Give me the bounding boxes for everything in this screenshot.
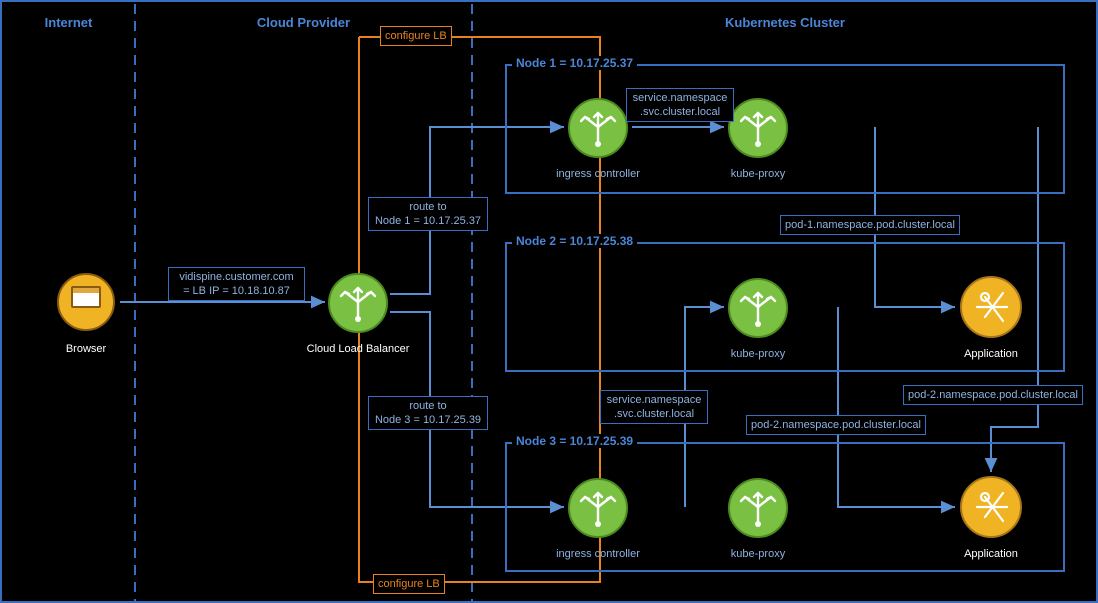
edge-label-configure-lb-bottom: configure LB bbox=[373, 574, 445, 594]
kube-proxy-3-label: kube-proxy bbox=[730, 548, 786, 560]
kube-proxy-3-icon bbox=[727, 477, 789, 539]
ingress-controller-3-label: ingress controller bbox=[556, 548, 640, 560]
kube-proxy-1-icon bbox=[727, 97, 789, 159]
kube-proxy-2-label: kube-proxy bbox=[730, 348, 786, 360]
browser-label: Browser bbox=[65, 343, 107, 355]
service-dns-bottom-line2: .svc.cluster.local bbox=[613, 408, 695, 420]
edge-label-pod2-dns-mid: pod-2.namespace.pod.cluster.local bbox=[746, 415, 926, 435]
application-3-label: Application bbox=[964, 548, 1018, 560]
ingress-controller-1-icon bbox=[567, 97, 629, 159]
kube-proxy-2-icon bbox=[727, 277, 789, 339]
edge-label-route-node1 bbox=[368, 197, 488, 231]
application-2-icon bbox=[959, 275, 1023, 339]
node-label-2: Node 2 = 10.17.25.38 bbox=[512, 234, 637, 248]
zone-title-cloud-provider: Cloud Provider bbox=[256, 15, 351, 30]
service-dns-top-line1: service.namespace bbox=[632, 92, 728, 104]
edge-label-browser-to-lb bbox=[168, 267, 305, 301]
browser-window-glyph bbox=[71, 286, 101, 308]
route-node1-line2: Node 1 = 10.17.25.37 bbox=[374, 215, 482, 227]
node-label-3: Node 3 = 10.17.25.39 bbox=[512, 434, 637, 448]
browser-icon bbox=[56, 272, 116, 332]
ingress-controller-1-label: ingress controller bbox=[556, 168, 640, 180]
browser-to-lb-line2: = LB IP = 10.18.10.87 bbox=[183, 285, 290, 297]
edge-label-service-dns-bottom bbox=[600, 390, 708, 424]
route-node3-line1: route to bbox=[409, 400, 447, 412]
route-node3-line2: Node 3 = 10.17.25.39 bbox=[374, 414, 482, 426]
load-balancer-icon bbox=[327, 272, 389, 334]
service-dns-bottom-line1: service.namespace bbox=[606, 394, 702, 406]
edge-label-configure-lb-top: configure LB bbox=[380, 26, 452, 46]
edge-label-pod1-dns: pod-1.namespace.pod.cluster.local bbox=[780, 215, 960, 235]
route-node1-line1: route to bbox=[409, 201, 447, 213]
application-3-icon bbox=[959, 475, 1023, 539]
browser-to-lb-line1: vidispine.customer.com bbox=[179, 271, 294, 283]
edge-label-pod2-dns-right: pod-2.namespace.pod.cluster.local bbox=[903, 385, 1083, 405]
node-label-1: Node 1 = 10.17.25.37 bbox=[512, 56, 637, 70]
service-dns-top-line2: .svc.cluster.local bbox=[639, 106, 721, 118]
edge-label-route-node3 bbox=[368, 396, 488, 430]
edge-label-service-dns-top bbox=[626, 88, 734, 122]
application-2-label: Application bbox=[964, 348, 1018, 360]
load-balancer-label: Cloud Load Balancer bbox=[306, 343, 410, 355]
kube-proxy-1-label: kube-proxy bbox=[730, 168, 786, 180]
ingress-controller-3-icon bbox=[567, 477, 629, 539]
zone-title-internet: Internet bbox=[44, 15, 93, 30]
zone-title-kubernetes-cluster: Kubernetes Cluster bbox=[725, 15, 845, 30]
